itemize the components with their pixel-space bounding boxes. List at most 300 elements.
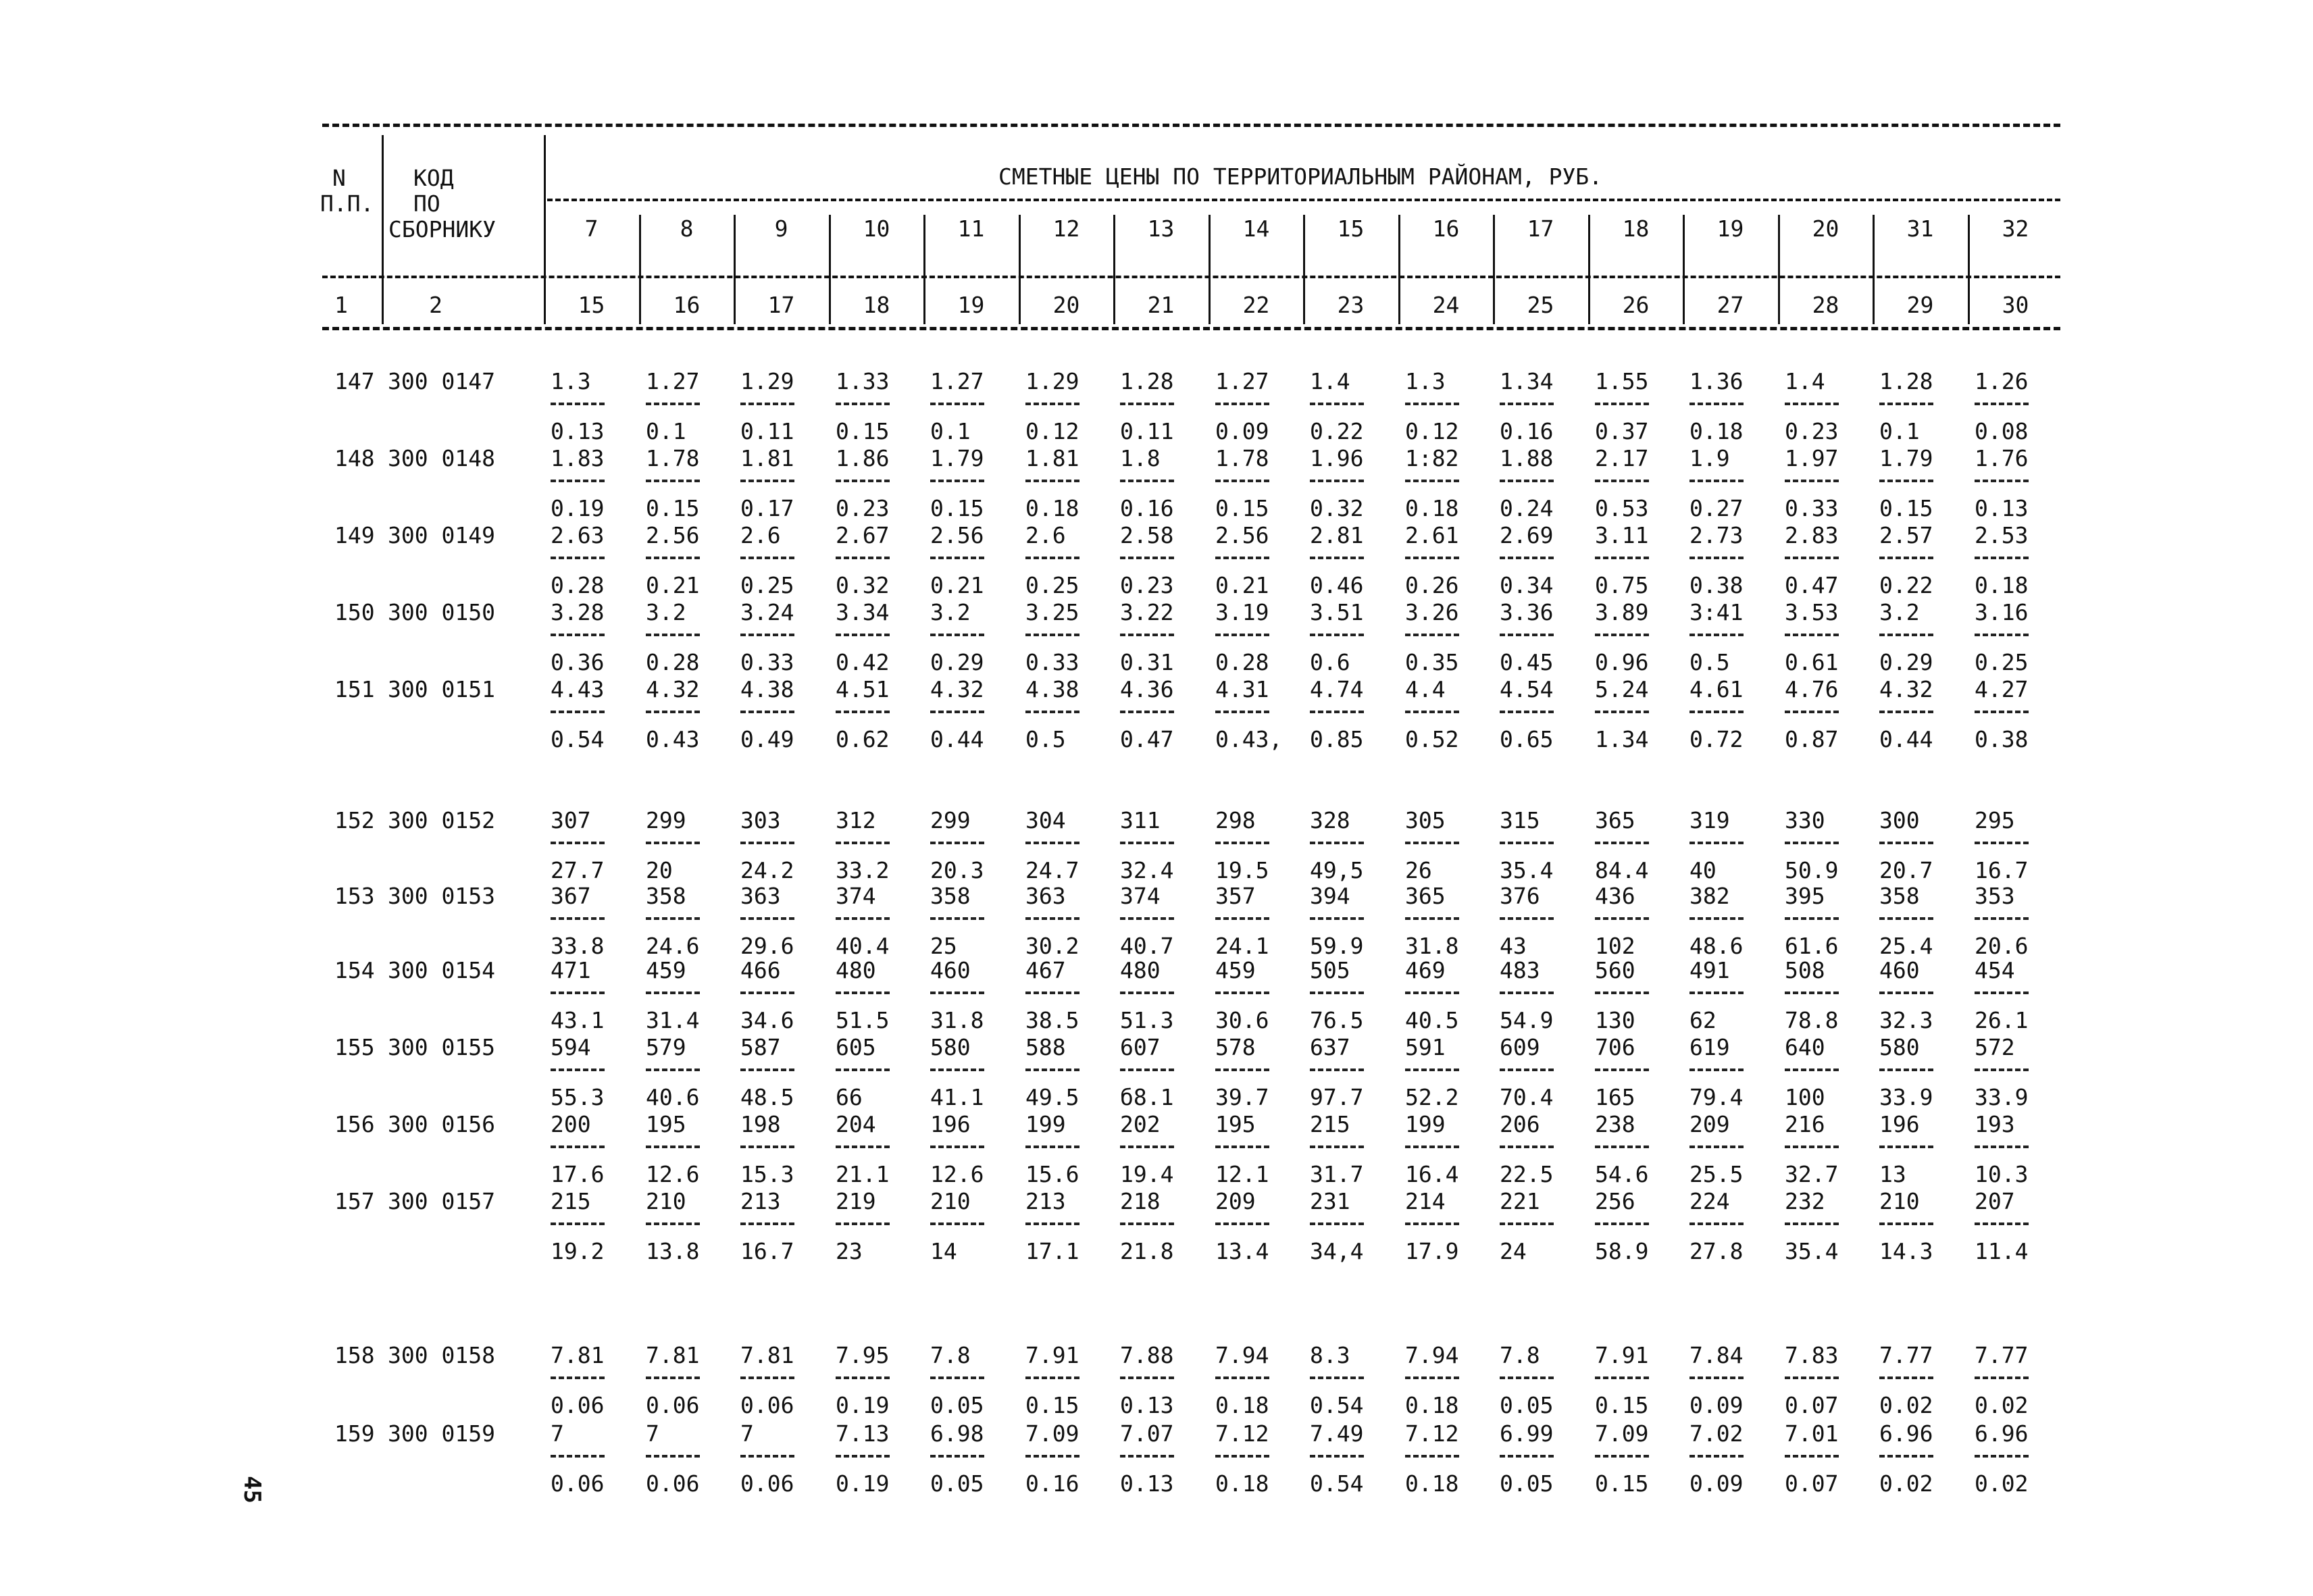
price-upper: 195: [1215, 1111, 1256, 1137]
price-lower: 24.1: [1215, 933, 1269, 959]
fraction-line: [1500, 403, 1554, 405]
price-lower: 0.36: [551, 649, 605, 675]
fraction-line: [551, 1222, 605, 1225]
price-lower: 0.23: [836, 495, 890, 521]
fraction-line: [1975, 842, 2029, 844]
price-upper: 357: [1215, 883, 1256, 909]
price-upper: 7.49: [1310, 1420, 1364, 1447]
region-numbering: 20: [1052, 292, 1080, 318]
price-upper: 4.74: [1310, 676, 1364, 702]
price-upper: 365: [1595, 807, 1635, 833]
fraction-line: [740, 1455, 794, 1458]
fraction-line: [1405, 917, 1459, 920]
price-lower: 0.21: [1215, 572, 1269, 598]
fraction-line: [740, 1376, 794, 1379]
region-header: 8: [680, 215, 694, 242]
price-upper: 304: [1025, 807, 1066, 833]
region-header: 13: [1147, 215, 1175, 242]
row-number: 156: [334, 1111, 375, 1137]
fraction-line: [930, 992, 984, 994]
price-upper: 7.13: [836, 1420, 890, 1447]
price-lower: 0.32: [836, 572, 890, 598]
price-lower: 54.6: [1595, 1161, 1649, 1187]
price-lower: 0.11: [1120, 418, 1174, 444]
price-lower: 0.17: [740, 495, 794, 521]
price-lower: 21.8: [1120, 1238, 1174, 1264]
fraction-line: [1215, 480, 1269, 482]
price-lower: 17.6: [551, 1161, 605, 1187]
price-lower: 16.7: [740, 1238, 794, 1264]
fraction-line: [1405, 711, 1459, 713]
price-lower: 62: [1689, 1007, 1717, 1033]
price-lower: 0.15: [646, 495, 700, 521]
price-upper: 2.53: [1975, 522, 2029, 548]
fraction-line: [1689, 634, 1744, 636]
price-upper: 367: [551, 883, 591, 909]
price-lower: 70.4: [1500, 1084, 1554, 1110]
price-upper: 1.27: [1215, 368, 1269, 394]
price-upper: 1.88: [1500, 445, 1554, 471]
price-upper: 591: [1405, 1034, 1446, 1060]
price-upper: 1.81: [1025, 445, 1079, 471]
fraction-line: [1215, 992, 1269, 994]
price-lower: 0.07: [1785, 1470, 1839, 1497]
price-upper: 365: [1405, 883, 1446, 909]
fraction-line: [1025, 711, 1079, 713]
price-upper: 305: [1405, 807, 1446, 833]
price-lower: 51.3: [1120, 1007, 1174, 1033]
price-upper: 7.83: [1785, 1342, 1839, 1368]
price-lower: 32.4: [1120, 857, 1174, 883]
price-lower: 15.3: [740, 1161, 794, 1187]
fraction-line: [1879, 1455, 1933, 1458]
fraction-line: [1879, 403, 1933, 405]
price-lower: 40: [1689, 857, 1717, 883]
fraction-line: [1595, 992, 1649, 994]
price-lower: 0.21: [646, 572, 700, 598]
price-lower: 0.49: [740, 726, 794, 752]
col-divider-n: [382, 135, 384, 324]
fraction-line: [1405, 403, 1459, 405]
price-lower: 19.2: [551, 1238, 605, 1264]
fraction-line: [1025, 1222, 1079, 1225]
price-lower: 0.06: [551, 1392, 605, 1418]
price-lower: 13.4: [1215, 1238, 1269, 1264]
fraction-line: [1310, 917, 1364, 920]
fraction-line: [1215, 1069, 1269, 1071]
fraction-line: [1879, 992, 1933, 994]
header-pp: П.П.: [320, 190, 374, 217]
price-upper: 224: [1689, 1188, 1730, 1214]
price-lower: 0.15: [1025, 1392, 1079, 1418]
fraction-line: [1215, 1376, 1269, 1379]
fraction-line: [1120, 842, 1174, 844]
fraction-line: [1405, 480, 1459, 482]
fraction-line: [646, 1069, 700, 1071]
price-lower: 40.4: [836, 933, 890, 959]
region-divider: [734, 215, 736, 324]
fraction-line: [836, 634, 890, 636]
price-upper: 199: [1025, 1111, 1066, 1137]
row-number: 149: [334, 522, 375, 548]
fraction-line: [1025, 1145, 1079, 1148]
region-numbering: 24: [1432, 292, 1460, 318]
price-upper: 4.38: [740, 676, 794, 702]
price-lower: 0.15: [1595, 1392, 1649, 1418]
price-upper: 640: [1785, 1034, 1825, 1060]
region-numbering: 16: [673, 292, 701, 318]
region-divider: [1113, 215, 1115, 324]
price-lower: 0.18: [1405, 1470, 1459, 1497]
price-lower: 79.4: [1689, 1084, 1744, 1110]
price-lower: 31.7: [1310, 1161, 1364, 1187]
price-lower: 0.02: [1879, 1470, 1933, 1497]
price-upper: 210: [1879, 1188, 1920, 1214]
price-upper: 459: [646, 957, 686, 983]
price-lower: 21.1: [836, 1161, 890, 1187]
fraction-line: [1879, 1376, 1933, 1379]
fraction-line: [646, 1376, 700, 1379]
fraction-line: [646, 634, 700, 636]
price-upper: 588: [1025, 1034, 1066, 1060]
price-upper: 214: [1405, 1188, 1446, 1214]
price-lower: 0.15: [1215, 495, 1269, 521]
price-upper: 480: [1120, 957, 1161, 983]
fraction-line: [551, 480, 605, 482]
price-lower: 48.6: [1689, 933, 1744, 959]
fraction-line: [1595, 917, 1649, 920]
fraction-line: [1785, 992, 1839, 994]
fraction-line: [1689, 1222, 1744, 1225]
price-upper: 1.76: [1975, 445, 2029, 471]
price-lower: 16.4: [1405, 1161, 1459, 1187]
price-upper: 7.02: [1689, 1420, 1744, 1447]
price-lower: 51.5: [836, 1007, 890, 1033]
fraction-line: [1405, 1069, 1459, 1071]
price-lower: 58.9: [1595, 1238, 1649, 1264]
price-lower: 14.3: [1879, 1238, 1933, 1264]
price-upper: 374: [1120, 883, 1161, 909]
price-upper: 7.91: [1595, 1342, 1649, 1368]
price-lower: 0.47: [1785, 572, 1839, 598]
region-header: 18: [1622, 215, 1650, 242]
fraction-line: [1879, 634, 1933, 636]
price-lower: 0.05: [1500, 1392, 1554, 1418]
fraction-line: [1500, 917, 1554, 920]
row-code: 300 0151: [388, 676, 495, 702]
region-numbering: 25: [1527, 292, 1554, 318]
price-lower: 0.33: [1025, 649, 1079, 675]
price-lower: 0.18: [1025, 495, 1079, 521]
price-upper: 1.26: [1975, 368, 2029, 394]
region-header: 19: [1717, 215, 1744, 242]
fraction-line: [551, 634, 605, 636]
region-numbering: 28: [1812, 292, 1839, 318]
price-lower: 31.8: [930, 1007, 984, 1033]
fraction-line: [1500, 992, 1554, 994]
price-lower: 31.8: [1405, 933, 1459, 959]
fraction-line: [1975, 711, 2029, 713]
price-upper: 6.96: [1879, 1420, 1933, 1447]
price-upper: 483: [1500, 957, 1540, 983]
price-lower: 0.18: [1689, 418, 1744, 444]
price-upper: 460: [930, 957, 971, 983]
price-upper: 1.78: [646, 445, 700, 471]
price-upper: 219: [836, 1188, 876, 1214]
price-upper: 4.51: [836, 676, 890, 702]
fraction-line: [1025, 917, 1079, 920]
price-lower: 48.5: [740, 1084, 794, 1110]
price-lower: 0.16: [1025, 1470, 1079, 1497]
price-upper: 1:82: [1405, 445, 1459, 471]
fraction-line: [1879, 917, 1933, 920]
fraction-line: [1120, 634, 1174, 636]
fraction-line: [1215, 711, 1269, 713]
price-lower: 31.4: [646, 1007, 700, 1033]
fraction-line: [1500, 1069, 1554, 1071]
price-lower: 29.6: [740, 933, 794, 959]
price-lower: 35.4: [1785, 1238, 1839, 1264]
price-upper: 2.69: [1500, 522, 1554, 548]
price-lower: 0.21: [930, 572, 984, 598]
page-number: 45: [238, 1476, 265, 1503]
fraction-line: [1500, 711, 1554, 713]
fraction-line: [1215, 842, 1269, 844]
fraction-line: [1405, 1222, 1459, 1225]
price-upper: 1.33: [836, 368, 890, 394]
price-lower: 25: [930, 933, 957, 959]
price-upper: 4.32: [1879, 676, 1933, 702]
price-upper: 466: [740, 957, 781, 983]
fraction-line: [1785, 711, 1839, 713]
price-upper: 3.26: [1405, 599, 1459, 625]
region-divider: [829, 215, 831, 324]
price-lower: 49.5: [1025, 1084, 1079, 1110]
price-lower: 38.5: [1025, 1007, 1079, 1033]
price-upper: 454: [1975, 957, 2015, 983]
price-lower: 33.9: [1879, 1084, 1933, 1110]
region-numbering: 17: [767, 292, 795, 318]
price-upper: 2.6: [1025, 522, 1066, 548]
price-lower: 0.07: [1785, 1392, 1839, 1418]
fraction-line: [1215, 634, 1269, 636]
price-lower: 34,4: [1310, 1238, 1364, 1264]
price-upper: 1.8: [1120, 445, 1161, 471]
region-divider: [1588, 215, 1590, 324]
fraction-line: [646, 842, 700, 844]
price-upper: 312: [836, 807, 876, 833]
price-upper: 7.84: [1689, 1342, 1744, 1368]
price-lower: 49,5: [1310, 857, 1364, 883]
fraction-line: [836, 480, 890, 482]
header-bottom-rule: [322, 327, 2060, 330]
price-upper: 7.91: [1025, 1342, 1079, 1368]
fraction-line: [1310, 992, 1364, 994]
price-lower: 0.15: [930, 495, 984, 521]
price-upper: 505: [1310, 957, 1350, 983]
price-lower: 40.7: [1120, 933, 1174, 959]
region-divider: [639, 215, 641, 324]
price-lower: 13.8: [646, 1238, 700, 1264]
price-lower: 0.06: [551, 1470, 605, 1497]
price-upper: 7.09: [1025, 1420, 1079, 1447]
price-lower: 61.6: [1785, 933, 1839, 959]
fraction-line: [1405, 842, 1459, 844]
price-lower: 0.16: [1120, 495, 1174, 521]
price-lower: 0.18: [1215, 1470, 1269, 1497]
fraction-line: [836, 917, 890, 920]
fraction-line: [1310, 1222, 1364, 1225]
fraction-line: [1405, 557, 1459, 559]
fraction-line: [1879, 711, 1933, 713]
price-lower: 0.44: [1879, 726, 1933, 752]
price-lower: 0.45: [1500, 649, 1554, 675]
fraction-line: [1215, 557, 1269, 559]
region-divider: [1968, 215, 1970, 324]
price-lower: 0.13: [1975, 495, 2029, 521]
price-lower: 0.31: [1120, 649, 1174, 675]
price-lower: 0.1: [930, 418, 971, 444]
price-upper: 8.3: [1310, 1342, 1350, 1368]
price-upper: 232: [1785, 1188, 1825, 1214]
price-lower: 0.38: [1689, 572, 1744, 598]
price-lower: 0.22: [1879, 572, 1933, 598]
price-lower: 25.4: [1879, 933, 1933, 959]
price-lower: 0.43: [646, 726, 700, 752]
price-upper: 358: [930, 883, 971, 909]
row-code: 300 0159: [388, 1420, 495, 1447]
price-lower: 24.6: [646, 933, 700, 959]
price-lower: 97.7: [1310, 1084, 1364, 1110]
fraction-line: [1025, 992, 1079, 994]
fraction-line: [1689, 992, 1744, 994]
price-lower: 0.06: [646, 1470, 700, 1497]
region-numbering: 22: [1242, 292, 1270, 318]
price-lower: 0.05: [930, 1392, 984, 1418]
region-numbering: 23: [1337, 292, 1365, 318]
region-divider: [1303, 215, 1305, 324]
price-lower: 0.43,: [1215, 726, 1283, 752]
price-upper: 7.12: [1405, 1420, 1459, 1447]
price-upper: 3.53: [1785, 599, 1839, 625]
fraction-line: [551, 1455, 605, 1458]
price-upper: 330: [1785, 807, 1825, 833]
price-upper: 7.94: [1405, 1342, 1459, 1368]
price-upper: 1.28: [1120, 368, 1174, 394]
price-upper: 3.51: [1310, 599, 1364, 625]
row-code: 300 0149: [388, 522, 495, 548]
col-divider-code: [544, 135, 546, 324]
price-lower: 10.3: [1975, 1161, 2029, 1187]
fraction-line: [1120, 917, 1174, 920]
price-upper: 580: [1879, 1034, 1920, 1060]
price-upper: 7.81: [646, 1342, 700, 1368]
price-upper: 460: [1879, 957, 1920, 983]
price-lower: 55.3: [551, 1084, 605, 1110]
region-header: 10: [863, 215, 890, 242]
price-lower: 41.1: [930, 1084, 984, 1110]
price-upper: 319: [1689, 807, 1730, 833]
price-lower: 33.9: [1975, 1084, 2029, 1110]
fraction-line: [1405, 1455, 1459, 1458]
fraction-line: [836, 1376, 890, 1379]
price-upper: 7: [551, 1420, 564, 1447]
region-divider: [1019, 215, 1021, 324]
price-upper: 209: [1689, 1111, 1730, 1137]
price-upper: 1.34: [1500, 368, 1554, 394]
price-upper: 7.12: [1215, 1420, 1269, 1447]
fraction-line: [930, 557, 984, 559]
fraction-line: [836, 1145, 890, 1148]
price-lower: 50.9: [1785, 857, 1839, 883]
fraction-line: [1879, 842, 1933, 844]
row-number: 157: [334, 1188, 375, 1214]
price-upper: 480: [836, 957, 876, 983]
price-lower: 0.46: [1310, 572, 1364, 598]
fraction-line: [740, 403, 794, 405]
header-title: СМЕТНЫЕ ЦЕНЫ ПО ТЕРРИТОРИАЛЬНЫМ РАЙОНАМ, РУБ.: [998, 163, 1603, 190]
fraction-line: [1879, 480, 1933, 482]
fraction-line: [646, 1455, 700, 1458]
price-upper: 207: [1975, 1188, 2015, 1214]
fraction-line: [930, 1145, 984, 1148]
price-lower: 19.5: [1215, 857, 1269, 883]
price-lower: 0.18: [1405, 495, 1459, 521]
price-upper: 1.79: [930, 445, 984, 471]
region-divider: [1683, 215, 1685, 324]
price-upper: 363: [1025, 883, 1066, 909]
row-code: 300 0156: [388, 1111, 495, 1137]
price-lower: 32.3: [1879, 1007, 1933, 1033]
row-number: 155: [334, 1034, 375, 1060]
region-header: 9: [774, 215, 788, 242]
price-upper: 1.3: [551, 368, 591, 394]
fraction-line: [1689, 1376, 1744, 1379]
header-sborniku: СБОРНИКУ: [388, 216, 496, 242]
price-upper: 459: [1215, 957, 1256, 983]
region-divider: [1778, 215, 1780, 324]
price-lower: 0.72: [1689, 726, 1744, 752]
price-lower: 0.33: [1785, 495, 1839, 521]
price-upper: 2.61: [1405, 522, 1459, 548]
price-upper: 2.73: [1689, 522, 1744, 548]
region-header: 14: [1242, 215, 1270, 242]
row-number: 158: [334, 1342, 375, 1368]
top-rule: [322, 124, 2060, 127]
price-upper: 7.94: [1215, 1342, 1269, 1368]
price-upper: 587: [740, 1034, 781, 1060]
fraction-line: [1310, 1145, 1364, 1148]
numbering-2: 2: [429, 292, 442, 318]
fraction-line: [646, 557, 700, 559]
price-lower: 20.3: [930, 857, 984, 883]
region-header: 12: [1052, 215, 1080, 242]
fraction-line: [1975, 1455, 2029, 1458]
price-lower: 76.5: [1310, 1007, 1364, 1033]
price-lower: 13: [1879, 1161, 1906, 1187]
price-lower: 0.06: [740, 1470, 794, 1497]
fraction-line: [1595, 1376, 1649, 1379]
price-lower: 0.33: [740, 649, 794, 675]
price-lower: 0.06: [740, 1392, 794, 1418]
fraction-line: [646, 1222, 700, 1225]
price-upper: 469: [1405, 957, 1446, 983]
price-upper: 2.56: [1215, 522, 1269, 548]
fraction-line: [1785, 1455, 1839, 1458]
price-upper: 580: [930, 1034, 971, 1060]
price-lower: 0.85: [1310, 726, 1364, 752]
fraction-line: [836, 842, 890, 844]
